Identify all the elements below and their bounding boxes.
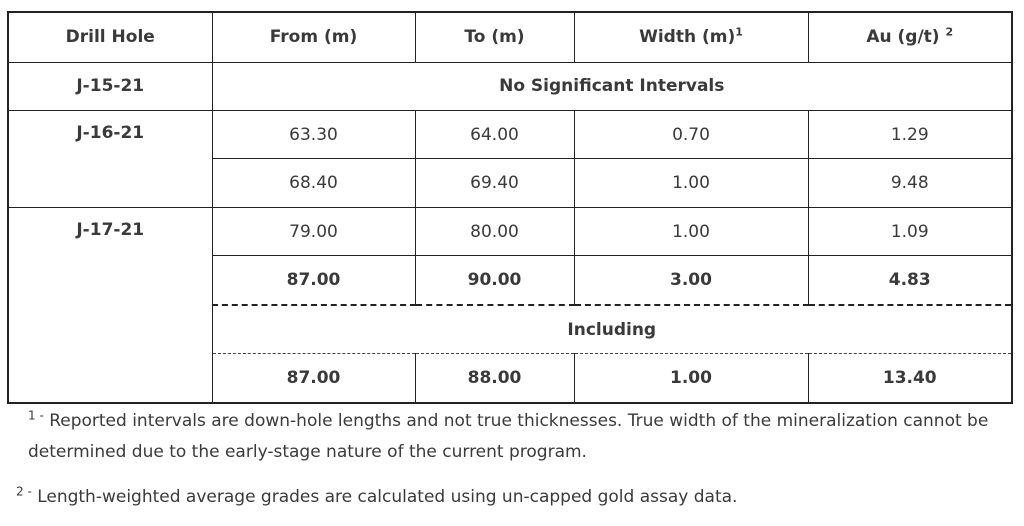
drill-hole-cell: J-17-21 <box>8 207 212 403</box>
to-cell: 64.00 <box>415 110 574 158</box>
header-to: To (m) <box>415 12 574 62</box>
table-row <box>8 110 1012 158</box>
footnotes <box>16 404 1013 513</box>
footnote-ref-2: 2 <box>945 25 954 39</box>
footnote-2-marker: 2 - <box>16 484 32 499</box>
table-row <box>8 207 1012 255</box>
from-cell: 68.40 <box>212 159 415 207</box>
au-cell: 1.09 <box>808 207 1012 255</box>
drill-hole-cell: J-16-21 <box>8 110 212 207</box>
to-cell: 88.00 <box>415 354 574 403</box>
header-row <box>8 12 1012 62</box>
to-cell: 69.40 <box>415 159 574 207</box>
au-cell: 1.29 <box>808 110 1012 158</box>
from-cell: 63.30 <box>212 110 415 158</box>
footnote-1 <box>28 406 1013 468</box>
header-au: Au (g/t) $^2$ <box>808 12 1012 62</box>
au-cell: 13.40 <box>808 354 1012 403</box>
footnote-ref-1: 1 <box>735 25 743 39</box>
header-from: From (m) <box>212 12 415 62</box>
width-cell: 1.00 <box>574 207 808 255</box>
width-cell: 1.00 <box>574 159 808 207</box>
au-cell: 4.83 <box>808 256 1012 305</box>
footnote-2 <box>16 482 1013 513</box>
drill-hole-cell: J-15-21 <box>8 62 212 110</box>
no-significant-cell: No Significant Intervals <box>212 62 1012 110</box>
from-cell: 79.00 <box>212 207 415 255</box>
width-cell: 0.70 <box>574 110 808 158</box>
footnote-2-text: Length-weighted average grades are calculated using un-capped gold assay data. <box>37 487 738 507</box>
from-cell: 87.00 <box>212 256 415 305</box>
table-row <box>8 62 1012 110</box>
footnote-1-marker: 1 - <box>28 408 44 423</box>
width-cell: 3.00 <box>574 256 808 305</box>
drill-results-table <box>7 11 1013 404</box>
footnote-1-text: Reported intervals are down-hole lengths and not true thicknesses. True width of the mineralization cannot be determined due to the early-stage nature of the current program. <box>28 411 989 462</box>
from-cell: 87.00 <box>212 354 415 403</box>
au-cell: 9.48 <box>808 159 1012 207</box>
to-cell: 90.00 <box>415 256 574 305</box>
to-cell: 80.00 <box>415 207 574 255</box>
header-width: Width $(m)^1$ <box>574 12 808 62</box>
header-drill-hole: Drill Hole <box>8 12 212 62</box>
including-label: Including <box>212 305 1012 354</box>
width-cell: 1.00 <box>574 354 808 403</box>
